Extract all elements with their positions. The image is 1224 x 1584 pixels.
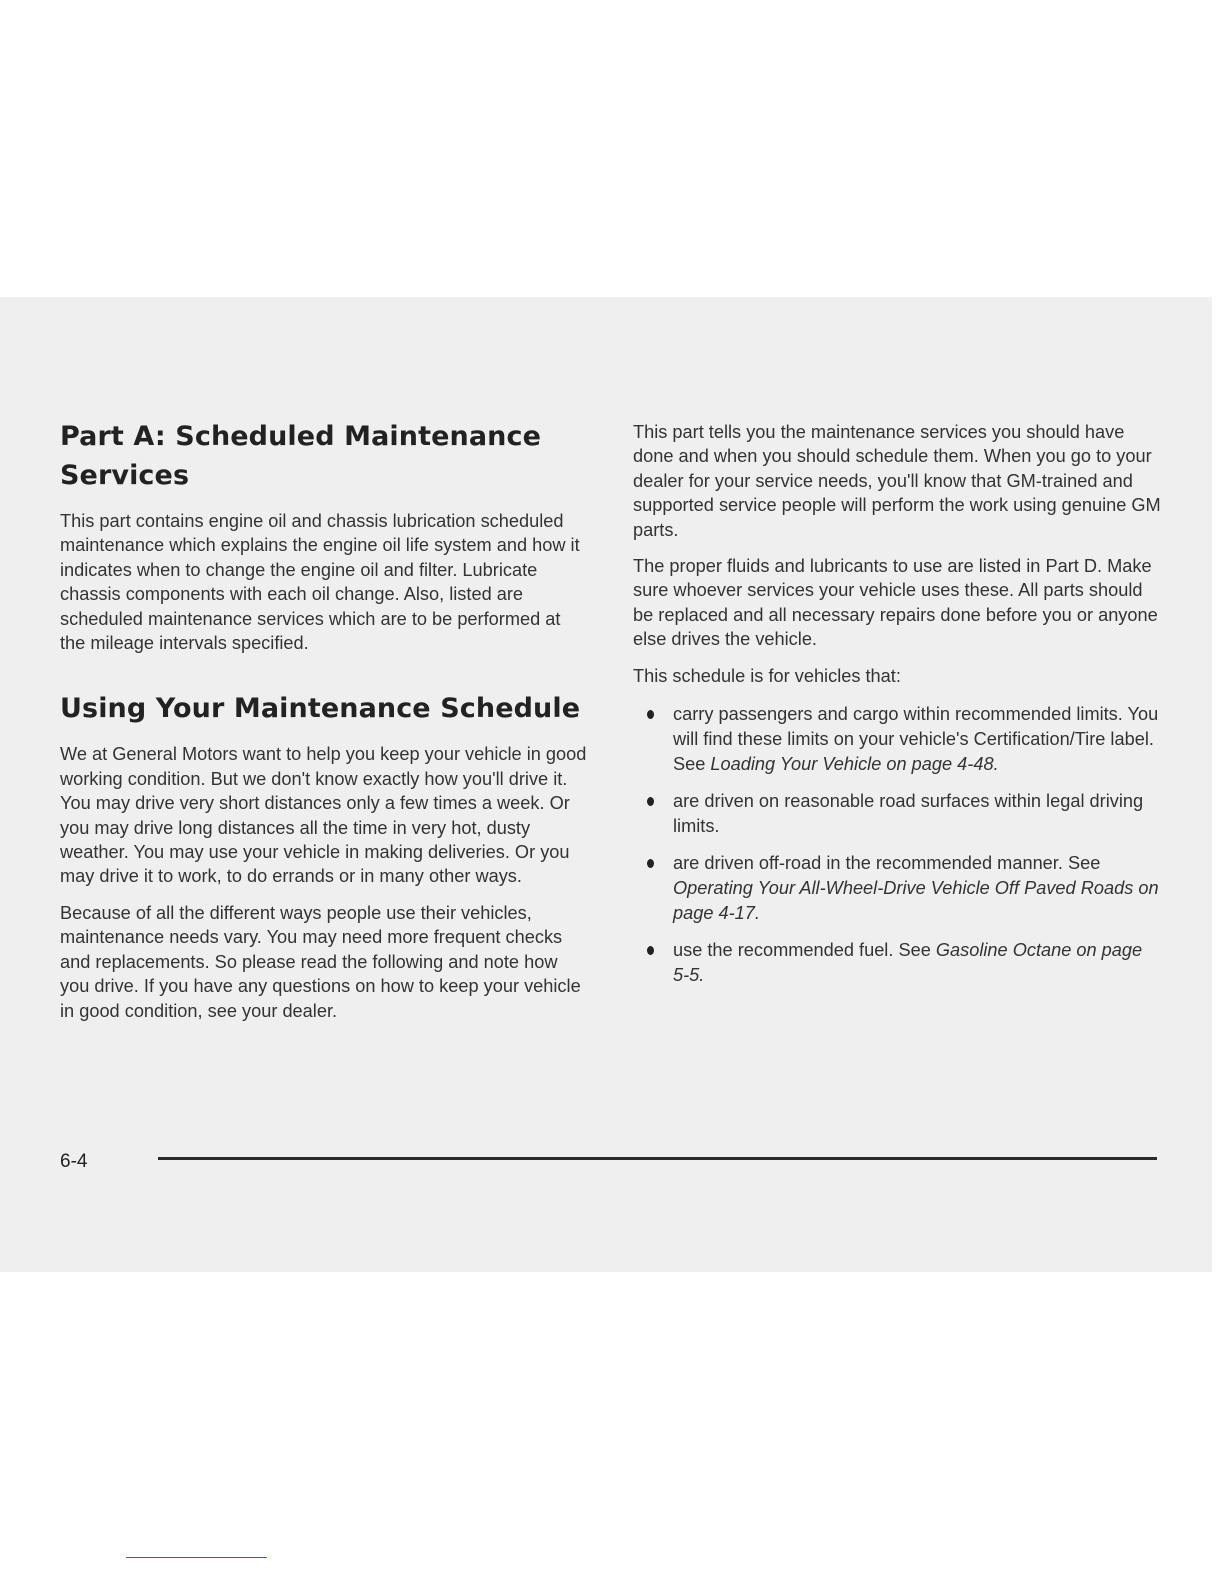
vehicle-conditions-list — [633, 702, 1161, 988]
right-column — [633, 420, 1161, 1000]
list-item-text: are driven on reasonable road surfaces within legal driving limits. — [673, 791, 1144, 837]
page-reference-link[interactable]: Operating Your All-Wheel-Drive Vehicle Off Paved Roads on page 4-17. — [673, 878, 1159, 924]
footer-divider — [158, 1157, 1157, 1160]
part-a-paragraph: This part contains engine oil and chassis lubrication scheduled maintenance which explains the engine oil life system and how it indicates when to change the engine oil and filter. Lubricate chassis components with each oil change. Also, listed are scheduled maintenance services which are to be performed at the mileage intervals specified. — [60, 511, 580, 654]
page-number: 6-4 — [60, 1151, 88, 1172]
list-item-text: are driven off-road in the recommended manner. See — [673, 853, 1101, 874]
right-paragraph-3: This schedule is for vehicles that: — [633, 665, 901, 686]
right-paragraph-2: The proper fluids and lubricants to use are listed in Part D. Make sure whoever services your vehicle uses these. All parts should be replaced and all necessary repairs done before you or anyone else drives the vehicle. — [633, 556, 1158, 650]
bullet-icon — [647, 797, 654, 806]
left-column — [60, 417, 590, 1023]
list-item — [633, 702, 1161, 777]
list-item — [633, 851, 1161, 926]
list-item — [633, 789, 1161, 839]
list-item — [633, 938, 1161, 988]
list-item-text: carry passengers and cargo within recommended limits. You will find these limits on your vehicle's Certification/Tire label. See — [673, 704, 1159, 775]
page-reference-link[interactable]: Gasoline Octane on page 5-5. — [673, 940, 1143, 986]
bullet-icon — [647, 859, 654, 868]
right-paragraph-1: This part tells you the maintenance services you should have done and when you should schedule them. When you go to your dealer for your service needs, you'll know that GM-trained and supported service people will perform the work using genuine GM parts. — [633, 422, 1161, 540]
bullet-icon — [647, 946, 654, 955]
section-heading-using-schedule: Using Your Maintenance Schedule — [60, 693, 581, 725]
using-schedule-paragraph-1: We at General Motors want to help you keep your vehicle in good working condition. But we don't know exactly how you'll drive it. You may drive very short distances only a few times a week. Or you may drive long distances all the time in very hot, dusty weather. You may use your vehicle in making deliveries. Or you may drive it to work, to do errands or in many other ways. — [60, 744, 587, 887]
bottom-divider — [126, 1557, 267, 1558]
using-schedule-paragraph-2: Because of all the different ways people use their vehicles, maintenance needs vary. You may need more frequent checks and replacements. So please read the following and note how you drive. If you have any questions on how to keep your vehicle in good condition, see your dealer. — [60, 902, 581, 1021]
bullet-icon — [647, 710, 654, 719]
page-reference-link[interactable]: Loading Your Vehicle on page 4-48. — [710, 754, 999, 775]
section-heading-part-a: Part A: Scheduled Maintenance Services — [60, 421, 541, 491]
list-item-text: use the recommended fuel. See — [673, 940, 936, 961]
